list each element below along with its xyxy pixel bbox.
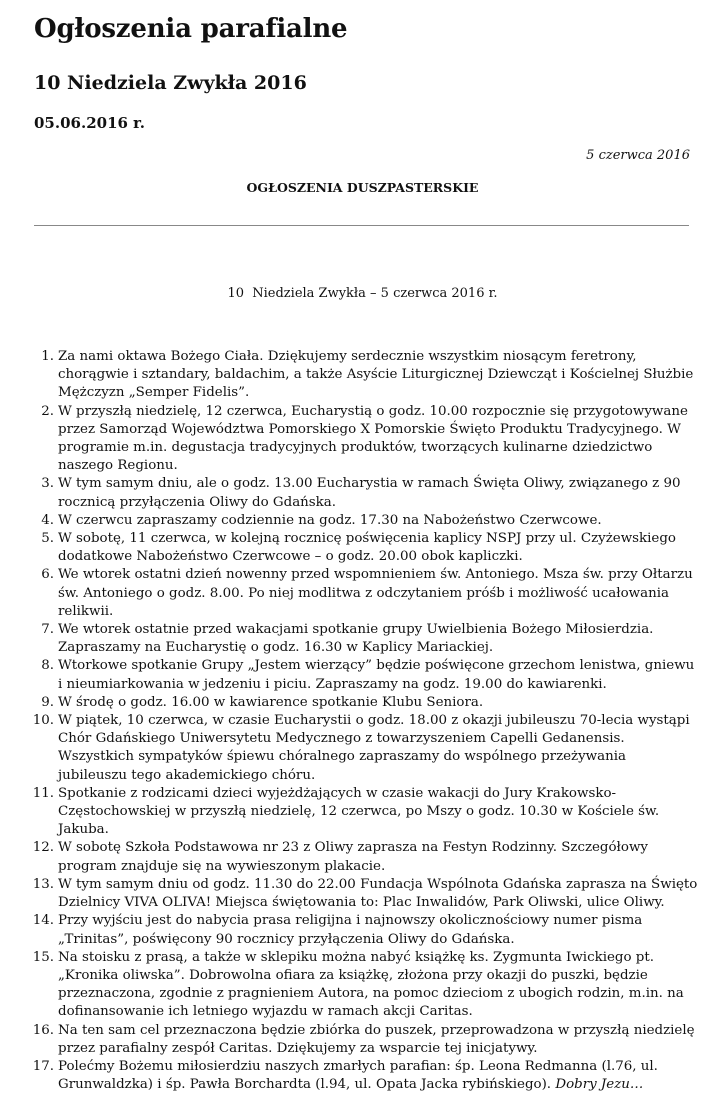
section-title: OGŁOSZENIA DUSZPASTERSKIE bbox=[246, 180, 479, 195]
announcement-text: Przy wyjściu jest do nabycia prasa religijna i najnowszy okolicznościowy numer pisma „Trinitas”, poświęcony 90 rocznicy przyłączenia Oliwy do Gdańska. bbox=[58, 913, 643, 947]
announcement-number: 4. bbox=[41, 512, 54, 528]
announcement-item bbox=[41, 694, 698, 712]
published-date: 5 czerwca 2016 bbox=[586, 148, 690, 163]
announcement-text: W przyszłą niedzielę, 12 czerwca, Eucharystią o godz. 10.00 rozpocznie się przygotowywane przez Samorząd Województwa Pomorskiego X Pomorskie Święto Produktu Tradycyjnego. W programie m.in. degustacja tradycyjnych produktów, tworzących kulinarne dziedzictwo naszego Regionu. bbox=[58, 403, 688, 474]
announcement-item bbox=[41, 475, 698, 511]
announcement-number: 5. bbox=[41, 531, 54, 547]
announcement-text: W tym samym dniu od godz. 11.30 do 22.00 Fundacja Wspólnota Gdańska zaprasza na Święto Dzielnicy VIVA OLIVA! Miejsca świętowania to: Plac Inwalidów, Park Oliwski, ulice Oliwy. bbox=[58, 876, 698, 911]
announcement-item bbox=[32, 876, 698, 912]
announcement-number: 13. bbox=[32, 876, 54, 892]
announcement-number: 10. bbox=[32, 713, 54, 729]
announcement-text: W sobotę, 11 czerwca, w kolejną rocznicę poświęcenia kaplicy NSPJ przy ul. Czyżewskiego dodatkowe Nabożeństwo Czerwcowe – o godz. 20.00 obok kapliczki. bbox=[58, 531, 676, 565]
announcement-number: 16. bbox=[32, 1022, 54, 1038]
announcement-number: 8. bbox=[41, 658, 54, 674]
announcement-text: W czerwcu zapraszamy codziennie na godz. 17.30 na Nabożeństwo Czerwcowe. bbox=[58, 512, 602, 528]
announcement-item bbox=[41, 621, 698, 657]
announcement-item bbox=[32, 839, 698, 875]
announcement-item bbox=[32, 785, 698, 840]
announcement-text: Spotkanie z rodzicami dzieci wyjeżdżających w czasie wakacji do Jury Krakowsko-Częstochowskiej w przyszłą niedzielę, 12 czerwca, po Mszy o godz. 10.30 w Kościele św. Jakuba. bbox=[58, 785, 660, 838]
announcement-number: 3. bbox=[41, 476, 54, 492]
announcement-item bbox=[32, 1022, 698, 1058]
announcement-item bbox=[41, 657, 698, 693]
page-title: Ogłoszenia parafialne bbox=[34, 14, 348, 44]
announcement-text: W piątek, 10 czerwca, w czasie Eucharystii o godz. 18.00 z okazji jubileuszu 70-lecia wystąpi Chór Gdańskiego Uniwersytetu Medycznego z towarzyszeniem Capelli Gedanensis. Wszystkich sympatyków śpiewu chóralnego zapraszamy do wspólnego przeżywania jubileuszu tego akademickiego chóru. bbox=[58, 713, 690, 783]
announcement-item bbox=[41, 403, 698, 476]
announcement-closing: Dobry Jezu… bbox=[555, 1077, 644, 1093]
announcement-number: 15. bbox=[32, 949, 54, 965]
announcement-item bbox=[32, 949, 698, 1022]
announcement-text: Wtorkowe spotkanie Grupy „Jestem wierzący” będzie poświęcone grzechom lenistwa, gniewu i nieumiarkowania w jedzeniu i piciu. Zapraszamy na godz. 19.00 do kawiarenki. bbox=[58, 658, 695, 692]
announcement-text: Polećmy Bożemu miłosierdziu naszych zmarłych parafian: śp. Leona Redmanna (l.76, ul. Grunwaldzka) i śp. Pawła Borchardta (l.94, ul. Opata Jacka rybińskiego). bbox=[58, 1058, 658, 1093]
announcement-item bbox=[41, 530, 698, 566]
announcement-number: 14. bbox=[32, 913, 54, 929]
announcement-number: 2. bbox=[41, 403, 54, 419]
announcement-number: 11. bbox=[32, 785, 54, 801]
announcement-text: Na stoisku z prasą, a także w sklepiku można nabyć książkę ks. Zygmunta Iwickiego pt. „Kronika oliwska”. Dobrowolna ofiara za książkę, złożona przy okazji do puszki, będzie przeznaczona, zgodnie z pragnieniem Autora, na pomoc dzieciom z ubogich rodzin, m.in. na dofinansowanie ich letniego wyjazdu w ramach akcji Caritas. bbox=[58, 949, 684, 1020]
announcement-text: W środę o godz. 16.00 w kawiarence spotkanie Klubu Seniora. bbox=[58, 694, 484, 710]
announcement-text: We wtorek ostatnie przed wakacjami spotkanie grupy Uwielbienia Bożego Miłosierdzia. Zapraszamy na Eucharystię o godz. 16.30 w Kaplicy Mariackiej. bbox=[58, 622, 654, 656]
announcement-number: 12. bbox=[32, 840, 54, 856]
announcement-item bbox=[32, 712, 698, 785]
sunday-subtitle: 10 Niedziela Zwykła 2016 bbox=[34, 72, 307, 94]
announcement-item bbox=[41, 566, 698, 621]
announcement-list bbox=[32, 348, 698, 1094]
announcement-text: W sobotę Szkoła Podstawowa nr 23 z Oliwy zaprasza na Festyn Rodzinny. Szczegółowy program znajduje się na wywieszonym plakacie. bbox=[58, 840, 648, 874]
announcement-item bbox=[32, 912, 698, 948]
announcement-number: 7. bbox=[41, 622, 54, 638]
divider bbox=[34, 225, 689, 226]
announcement-number: 1. bbox=[41, 349, 54, 364]
announcement-item bbox=[32, 1058, 698, 1094]
announcement-text: Na ten sam cel przeznaczona będzie zbiórka do puszek, przeprowadzona w przyszłą niedzielę przez parafialny zespół Caritas. Dziękujemy za wsparcie tej inicjatywy. bbox=[58, 1022, 695, 1056]
announcement-text: W tym samym dniu, ale o godz. 13.00 Eucharystia w ramach Święta Oliwy, związanego z 90 rocznicą przyłączenia Oliwy do Gdańska. bbox=[58, 476, 681, 510]
announcement-number: 9. bbox=[41, 694, 54, 710]
announcement-text: Za nami oktawa Bożego Ciała. Dziękujemy serdecznie wszystkim niosącym feretrony, chorągwie i sztandary, baldachim, a także Asyście Liturgicznej Dziewcząt i Kościelnej Służbie Mężczyzn „Semper Fidelis”. bbox=[58, 349, 694, 401]
announcement-item bbox=[41, 348, 698, 403]
date-heading: 05.06.2016 r. bbox=[34, 114, 145, 132]
announcement-number: 6. bbox=[41, 567, 54, 583]
occasion-line: 10 Niedziela Zwykła – 5 czerwca 2016 r. bbox=[227, 286, 498, 301]
announcement-number: 17. bbox=[32, 1058, 54, 1074]
announcement-item bbox=[41, 512, 698, 530]
announcement-text: We wtorek ostatni dzień nowenny przed wspomnieniem św. Antoniego. Msza św. przy Ołtarzu św. Antoniego o godz. 8.00. Po niej modlitwa z odczytaniem próśb i możliwość ucałowania relikwii. bbox=[58, 567, 693, 619]
